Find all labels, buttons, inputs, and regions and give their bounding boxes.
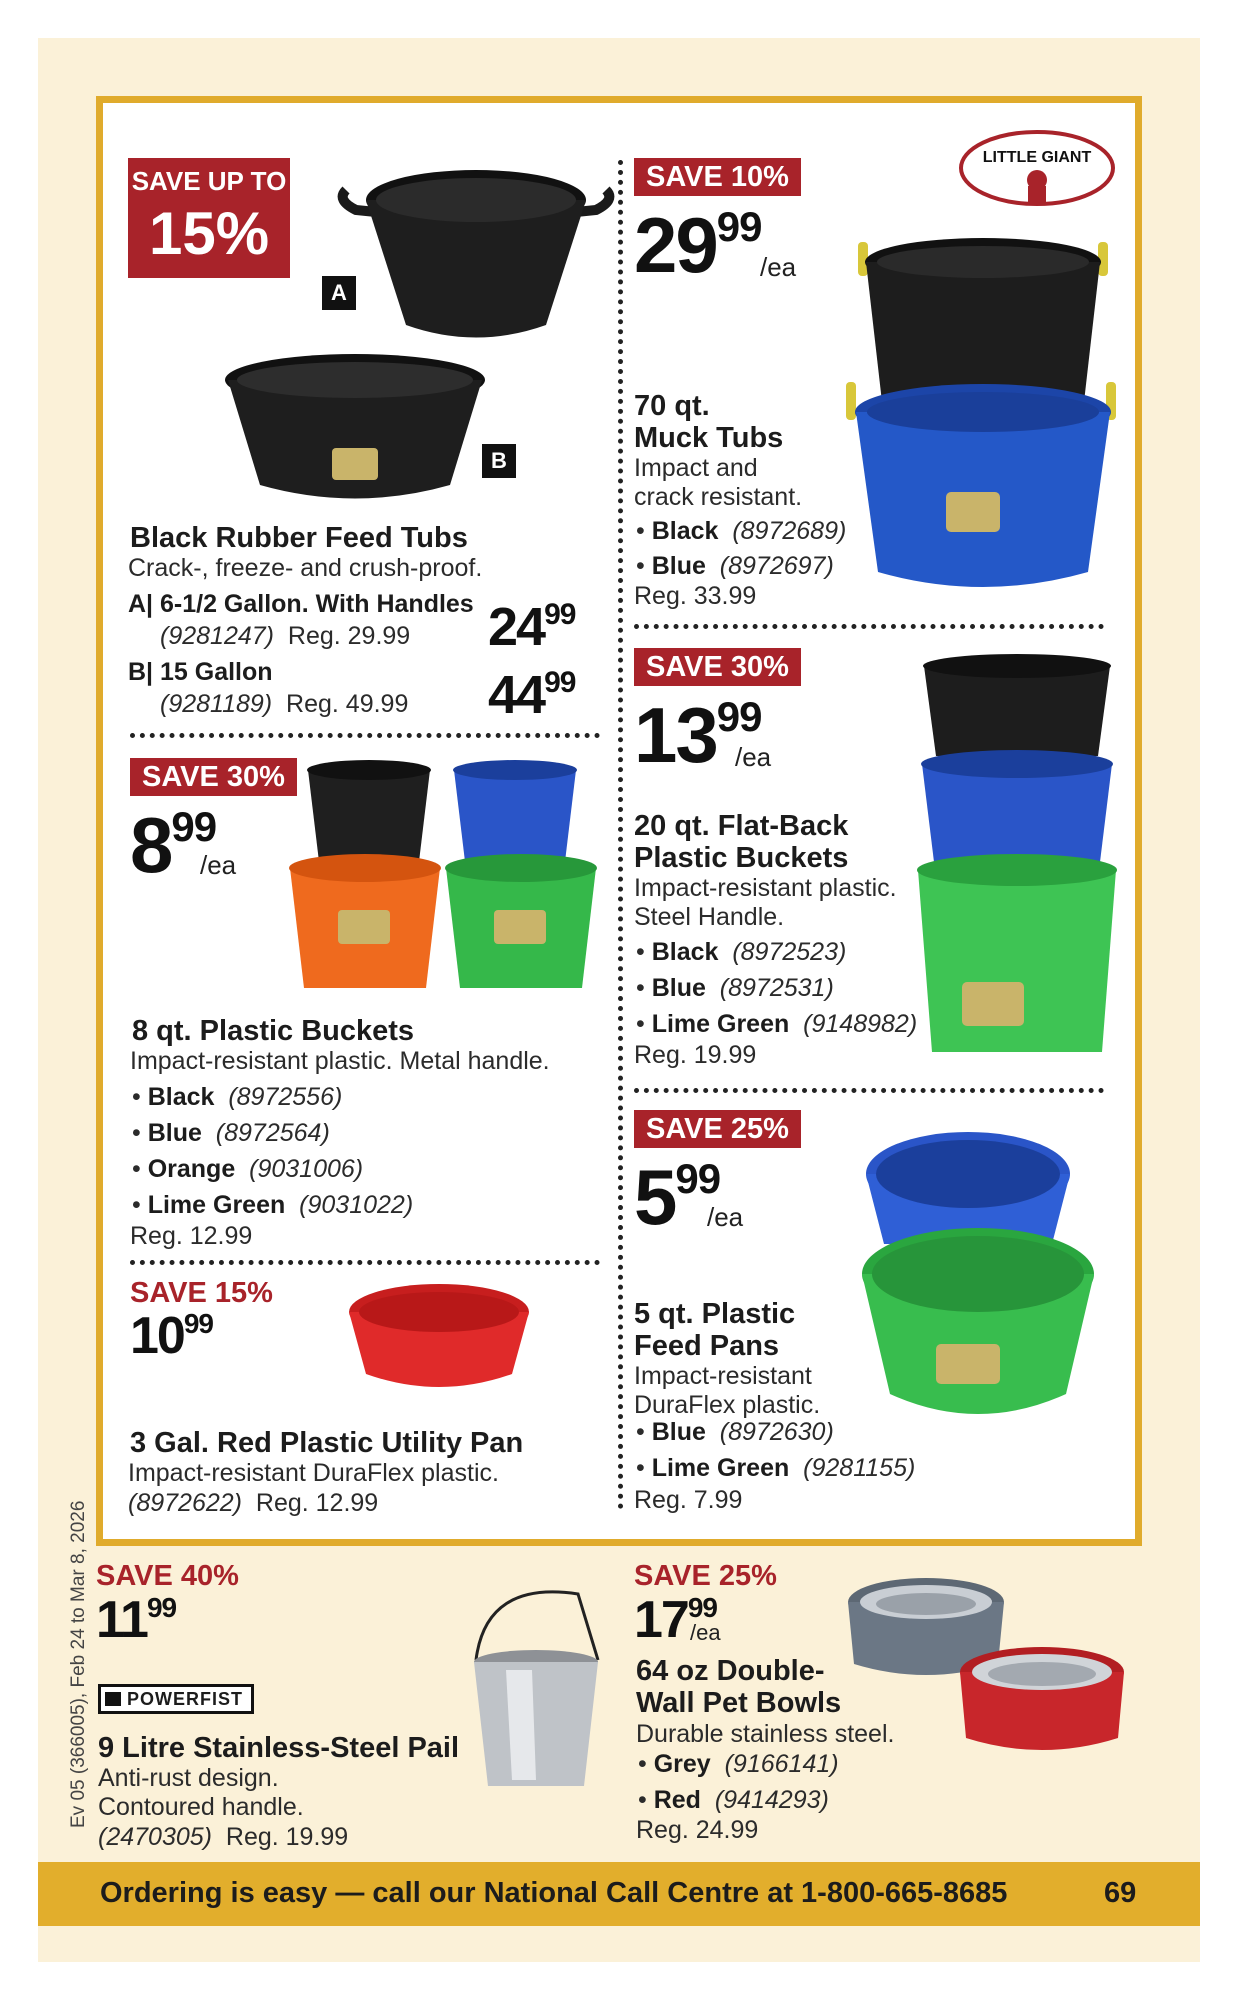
plastic-buckets-item: • Black (8972556) (132, 1083, 343, 1111)
feed-tubs-desc: Crack-, freeze- and crush-proof. (128, 554, 483, 582)
price-cents: 99 (675, 1155, 721, 1202)
feed-tub-b-price (488, 665, 576, 725)
feed-pans-item: • Lime Green (9281155) (636, 1454, 916, 1482)
label-b: B (482, 444, 516, 478)
steel-pail-image (466, 1590, 606, 1795)
item-name: Red (653, 1786, 701, 1814)
muck-tubs-per: /ea (760, 252, 797, 282)
powerfist-icon (105, 1692, 121, 1706)
label-a: A (322, 276, 356, 310)
item-sku: (8972556) (228, 1083, 343, 1111)
price-cents: 99 (183, 1308, 213, 1339)
feed-pans-per: /ea (707, 1202, 744, 1232)
item-sku: (9166141) (724, 1750, 839, 1778)
flyer-event-code: Ev 05 (366005), Feb 24 to Mar 8, 2026 (68, 1500, 89, 1828)
page-number: 69 (1104, 1877, 1137, 1909)
logo-text: LITTLE GIANT (982, 149, 1092, 166)
muck-tubs-price (634, 201, 762, 289)
item-sku: (9148982) (803, 1010, 918, 1038)
steel-pail-reg: Reg. 19.99 (225, 1823, 349, 1851)
feed-tub-a-line: A| 6-1/2 Gallon. With Handles (128, 590, 474, 618)
plastic-buckets-item: • Lime Green (9031022) (132, 1191, 414, 1219)
item-sku: (9031022) (299, 1191, 414, 1219)
feed-tub-a-price (488, 597, 576, 657)
feed-tub-b-line: B| 15 Gallon (128, 658, 273, 686)
feed-pans-item: • Blue (8972630) (636, 1418, 834, 1446)
muck-tubs-desc-1: Impact and (634, 454, 758, 482)
price-cents: 99 (171, 803, 217, 850)
pet-bowls-item: • Red (9414293) (638, 1786, 829, 1814)
muck-tubs-reg: Reg. 33.99 (634, 582, 757, 610)
plastic-buckets-title: 8 qt. Plastic Buckets (132, 1015, 415, 1047)
feed-pans-desc-1: Impact-resistant (634, 1362, 812, 1390)
pet-bowls-per: /ea (690, 1620, 721, 1645)
steel-pail-desc-2: Contoured handle. (98, 1793, 304, 1821)
item-sku: (8972531) (719, 974, 834, 1002)
item-name: Orange (147, 1155, 236, 1183)
price-cents: 99 (544, 598, 576, 631)
feed-tub-b-image (220, 350, 490, 515)
price-dollars: 11 (96, 1591, 147, 1649)
plastic-buckets-reg: Reg. 12.99 (130, 1222, 253, 1250)
flatback-item: • Lime Green (9148982) (636, 1010, 918, 1038)
item-sku: (9281155) (803, 1454, 916, 1482)
plastic-buckets-item: • Blue (8972564) (132, 1119, 330, 1147)
item-sku: (8972689) (732, 517, 847, 545)
feed-tubs-save-badge (128, 158, 290, 278)
flatback-save-badge: SAVE 30% (634, 648, 801, 686)
price-dollars: 5 (634, 1153, 676, 1241)
item-sku: (8972523) (732, 938, 847, 966)
flatback-buckets-image (914, 652, 1120, 1067)
price-cents: 99 (544, 666, 576, 699)
steel-pail-desc-1: Anti-rust design. (98, 1764, 279, 1792)
item-name: Black (651, 938, 719, 966)
flatback-title-1: 20 qt. Flat-Back (634, 810, 849, 842)
badge-line1: SAVE UP TO (131, 166, 287, 196)
price-dollars: 10 (130, 1307, 184, 1365)
plastic-buckets-item: • Orange (9031006) (132, 1155, 364, 1183)
feed-tub-b-sku: (9281189) (160, 690, 273, 718)
item-sku: (9031006) (249, 1155, 364, 1183)
item-name: Blue (651, 1418, 706, 1446)
pet-bowls-title-2: Wall Pet Bowls (636, 1687, 842, 1719)
plastic-buckets-save-badge: SAVE 30% (130, 758, 297, 796)
item-sku: (8972697) (719, 552, 834, 580)
steel-pail-sku: (2470305) (98, 1823, 212, 1851)
steel-pail-save: SAVE 40% (96, 1560, 239, 1592)
divider-left-1 (130, 733, 600, 738)
feed-tub-b-reg: Reg. 49.99 (286, 690, 409, 718)
divider-right-2 (634, 1088, 1104, 1093)
utility-pan-reg: Reg. 12.99 (255, 1489, 379, 1517)
flatback-reg: Reg. 19.99 (634, 1041, 757, 1069)
utility-pan-desc: Impact-resistant DuraFlex plastic. (128, 1459, 499, 1487)
pet-bowls-item: • Grey (9166141) (638, 1750, 839, 1778)
price-dollars: 29 (634, 201, 717, 289)
feed-pans-title-1: 5 qt. Plastic (634, 1298, 796, 1330)
flatback-desc-2: Steel Handle. (634, 903, 785, 931)
plastic-buckets-image (286, 760, 606, 1005)
feed-pans-desc-2: DuraFlex plastic. (634, 1391, 821, 1419)
muck-tubs-save-badge: SAVE 10% (634, 158, 801, 196)
flatback-title-2: Plastic Buckets (634, 842, 849, 874)
steel-pail-sku-reg (98, 1823, 348, 1852)
feed-tub-b-sku-reg (160, 690, 408, 719)
little-giant-logo (958, 128, 1116, 213)
steel-pail-price (96, 1591, 177, 1649)
muck-tubs-title-2: Muck Tubs (634, 422, 784, 454)
feed-tub-a-reg: Reg. 29.99 (287, 622, 411, 650)
flatback-per: /ea (735, 742, 772, 772)
flatback-desc-1: Impact-resistant plastic. (634, 874, 897, 902)
muck-tubs-image (842, 232, 1124, 607)
price-cents: 99 (716, 693, 762, 740)
feed-pans-save-badge: SAVE 25% (634, 1110, 801, 1148)
price-cents: 99 (716, 203, 762, 250)
item-name: Blue (147, 1119, 202, 1147)
divider-left-2 (130, 1260, 600, 1265)
plastic-buckets-per: /ea (200, 850, 237, 880)
muck-tubs-item: • Black (8972689) (636, 517, 847, 545)
price-dollars: 8 (130, 801, 172, 889)
plastic-buckets-desc: Impact-resistant plastic. Metal handle. (130, 1047, 550, 1075)
divider-right-1 (634, 624, 1104, 629)
feed-tub-a-sku-reg (160, 622, 410, 651)
flatback-item: • Blue (8972531) (636, 974, 834, 1002)
footer-call-centre[interactable]: Ordering is easy — call our National Call Centre at 1-800-665-8685 (100, 1877, 1008, 1909)
steel-pail-title: 9 Litre Stainless-Steel Pail (98, 1732, 460, 1764)
item-name: Lime Green (147, 1191, 286, 1219)
flatback-item: • Black (8972523) (636, 938, 847, 966)
pet-bowls-reg: Reg. 24.99 (636, 1816, 759, 1844)
price-cents: 99 (687, 1592, 717, 1623)
pet-bowls-desc: Durable stainless steel. (636, 1720, 895, 1748)
utility-pan-title: 3 Gal. Red Plastic Utility Pan (130, 1427, 524, 1459)
item-sku: (9414293) (714, 1786, 829, 1814)
item-name: Black (147, 1083, 215, 1111)
muck-tubs-desc-2: crack resistant. (634, 483, 803, 511)
utility-pan-image (346, 1282, 532, 1403)
item-sku: (8972630) (719, 1418, 834, 1446)
column-divider (618, 160, 623, 1510)
powerfist-brand (98, 1684, 254, 1714)
muck-tubs-item: • Blue (8972697) (636, 552, 834, 580)
item-name: Black (651, 517, 719, 545)
feed-tub-a-sku: (9281247) (160, 622, 274, 650)
item-name: Lime Green (651, 1454, 790, 1482)
utility-pan-sku: (8972622) (128, 1489, 242, 1517)
utility-pan-price (130, 1307, 213, 1365)
price-dollars: 24 (488, 597, 545, 657)
utility-pan-save: SAVE 15% (130, 1277, 273, 1309)
muck-tubs-title-1: 70 qt. (634, 390, 710, 422)
price-dollars: 13 (634, 691, 717, 779)
item-sku: (8972564) (215, 1119, 330, 1147)
pet-bowls-title-1: 64 oz Double- (636, 1655, 825, 1687)
feed-pans-reg: Reg. 7.99 (634, 1486, 743, 1514)
price-dollars: 44 (488, 665, 545, 725)
item-name: Lime Green (651, 1010, 790, 1038)
feed-pans-title-2: Feed Pans (634, 1330, 780, 1362)
badge-line2: 15% (148, 200, 270, 267)
price-dollars: 17 (634, 1591, 688, 1649)
item-name: Grey (653, 1750, 711, 1778)
feed-tubs-title: Black Rubber Feed Tubs (130, 522, 468, 554)
pet-bowls-save: SAVE 25% (634, 1560, 777, 1592)
price-cents: 99 (146, 1592, 177, 1623)
feed-tub-a-image (336, 160, 616, 355)
brand-name: POWERFIST (127, 1689, 243, 1709)
item-name: Blue (651, 974, 706, 1002)
utility-pan-sku-reg (128, 1489, 378, 1518)
feed-pans-image (850, 1124, 1100, 1449)
item-name: Blue (651, 552, 706, 580)
